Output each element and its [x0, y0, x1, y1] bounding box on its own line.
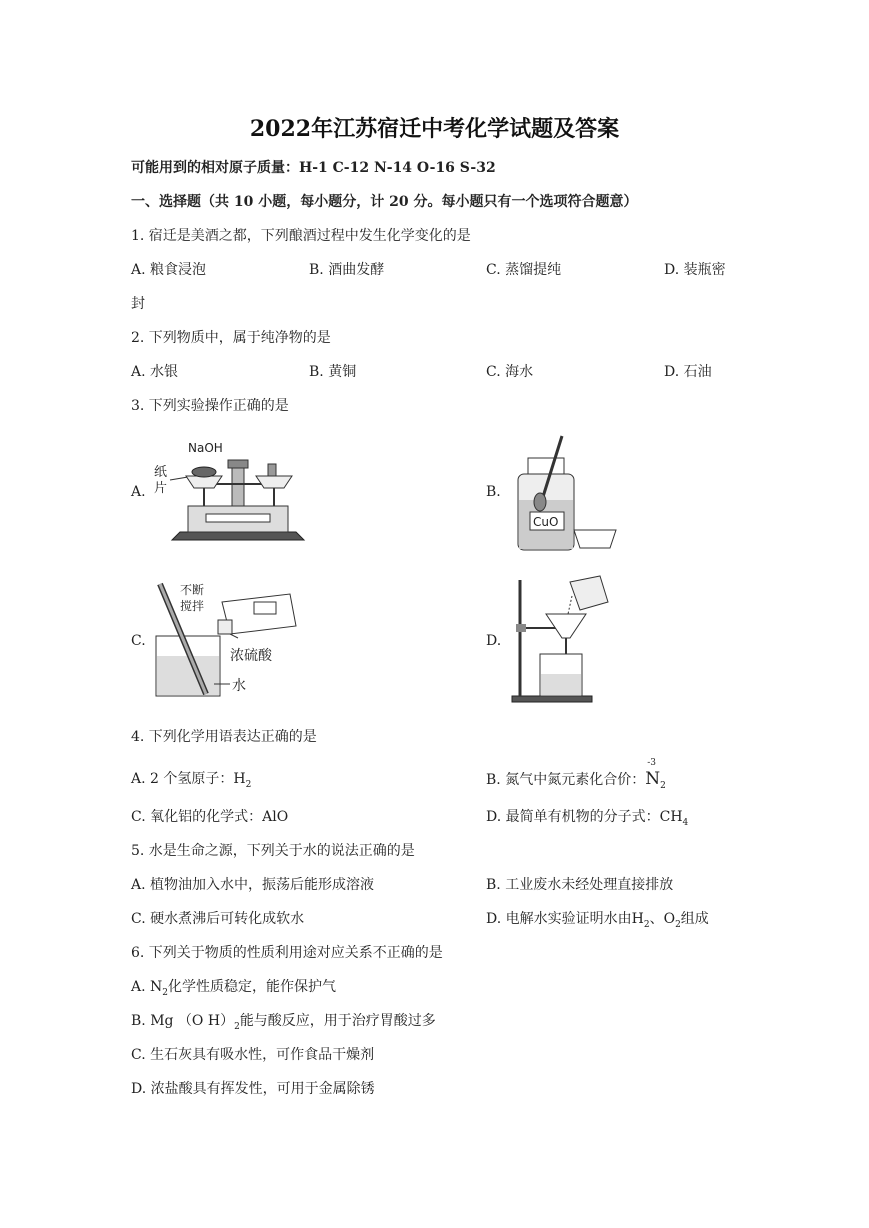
q5-option-c: C. 硬水煮沸后可转化成软水 — [131, 911, 305, 927]
q4-stem: 4. 下列化学用语表达正确的是 — [131, 729, 317, 745]
q6-option-d: D. 浓盐酸具有挥发性，可用于金属除锈 — [131, 1081, 375, 1097]
bottle-figure — [512, 430, 622, 558]
q1-stem: 1. 宿迁是美酒之都，下列酿酒过程中发生化学变化的是 — [131, 228, 471, 244]
filtration-figure — [510, 574, 620, 710]
stir-label-1: 不断 — [180, 583, 205, 597]
q1-option-c: C. 蒸馏提纯 — [486, 262, 562, 278]
q2-stem: 2. 下列物质中，属于纯净物的是 — [131, 330, 331, 346]
document-title: 2022年江苏宿迁中考化学试题及答案 — [249, 116, 620, 142]
paper-label-2: 片 — [154, 481, 168, 496]
q5-option-d: D. 电解水实验证明水由$H_2$、$O_2$组成 — [486, 911, 709, 930]
q3-stem: 3. 下列实验操作正确的是 — [131, 398, 289, 414]
q4-option-d: D. 最简单有机物的分子式：$CH_4$ — [486, 809, 689, 828]
q5-stem: 5. 水是生命之源，下列关于水的说法正确的是 — [131, 843, 415, 859]
q1-option-a: A. 粮食浸泡 — [131, 262, 207, 278]
atomic-mass-line: 可能用到的相对原子质量：H-1 C-12 N-14 O-16 S-32 — [131, 160, 496, 176]
q3-option-d: D. — [486, 633, 502, 649]
q2-option-c: C. 海水 — [486, 364, 534, 380]
q4-option-c: C. 氧化铝的化学式：AlO — [131, 809, 289, 825]
q2-option-d: D. 石油 — [664, 364, 712, 380]
q3-option-c: C. — [131, 633, 146, 649]
q2-option-a: A. 水银 — [131, 364, 179, 380]
q3-option-a: A. — [131, 484, 146, 500]
q6-option-c: C. 生石灰具有吸水性，可作食品干燥剂 — [131, 1047, 375, 1063]
section-heading: 一、选择题（共 10 小题，每小题分，计 20 分。每小题只有一个选项符合题意） — [131, 194, 638, 210]
acid-label: 浓硫酸 — [230, 648, 272, 664]
stir-label-2: 搅拌 — [180, 599, 205, 613]
water-label: 水 — [232, 678, 246, 694]
q5-option-a: A. 植物油加入水中，振荡后能形成溶液 — [131, 877, 375, 893]
q1-option-b: B. 酒曲发酵 — [309, 262, 385, 278]
naoh-label: NaOH — [188, 441, 223, 455]
q1-option-d: D. 装瓶密 — [664, 262, 726, 278]
q4-option-b: B. 氮气中氮元素化合价： -3 $N_2$ — [486, 758, 666, 791]
q4-option-a: A. 2 个氢原子：$H_2$ — [131, 771, 252, 790]
q6-stem: 6. 下列关于物质的性质利用途对应关系不正确的是 — [131, 945, 443, 961]
q5-option-b: B. 工业废水未经处理直接排放 — [486, 877, 674, 893]
balance-figure — [150, 436, 310, 552]
q2-option-b: B. 黄铜 — [309, 364, 357, 380]
paper-label-1: 纸 — [154, 465, 168, 480]
cuo-label: CuO — [533, 515, 559, 529]
q3-option-b: B. — [486, 484, 501, 500]
q6-option-b: B. Mg （O $H)_2$能与酸反应，用于治疗胃酸过多 — [131, 1013, 436, 1032]
dilution-figure — [150, 580, 350, 708]
q1-option-d-continued: 封 — [131, 296, 145, 312]
q6-option-a: A. $N_2$化学性质稳定，能作保护气 — [131, 979, 336, 998]
